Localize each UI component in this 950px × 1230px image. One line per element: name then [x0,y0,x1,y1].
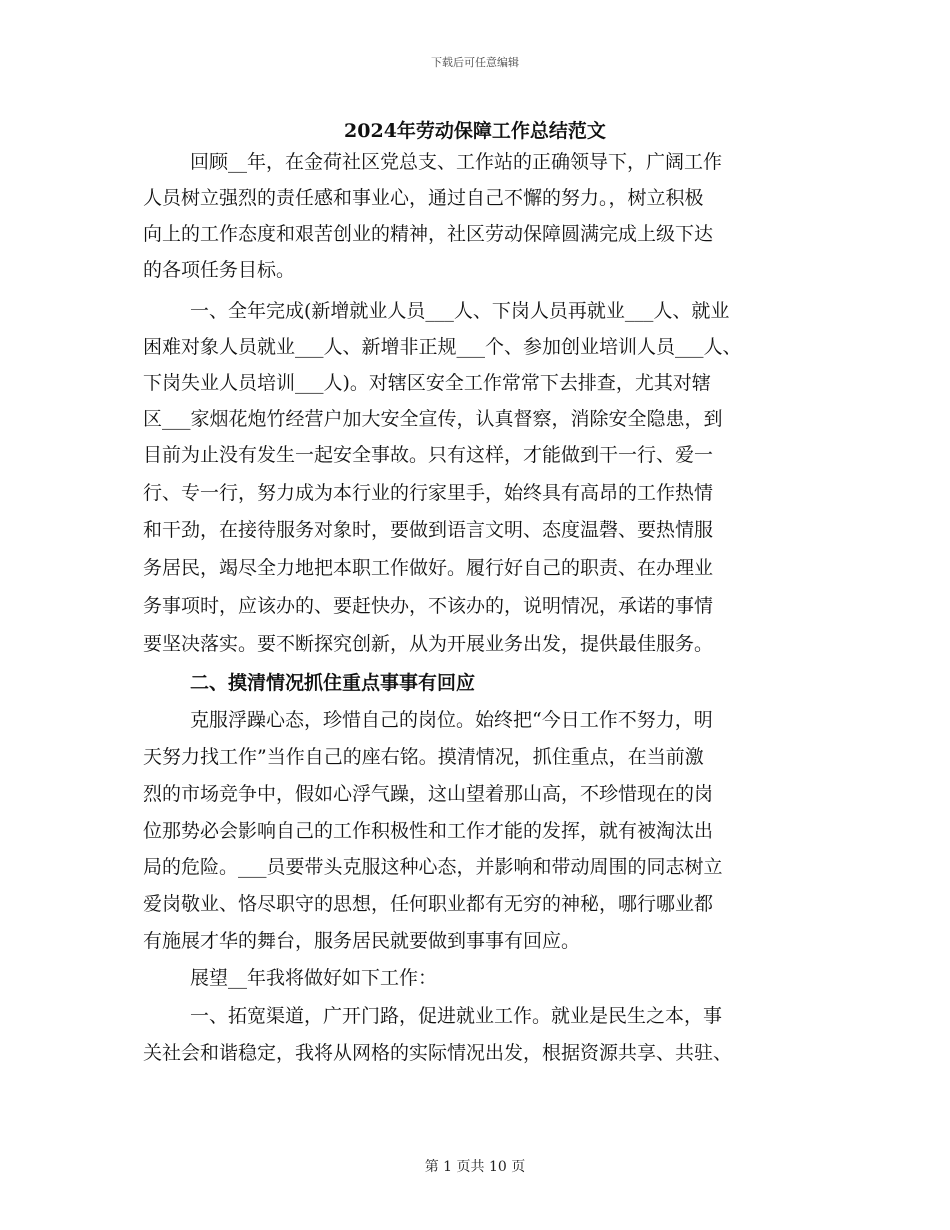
body-line: 烈的市场竞争中，假如心浮气躁，这山望着那山高，不珍惜现在的岗 [143,783,714,805]
document-title: 2024年劳动保障工作总结范文 [344,120,606,142]
body-line: 区___家烟花炮竹经营户加大安全宣传，认真督察，消除安全隐患，到 [143,408,723,430]
body-line: 向上的工作态度和艰苦创业的精神，社区劳动保障圆满完成上级下达 [143,223,714,245]
body-line: 和干劲，在接待服务对象时，要做到语言文明、态度温磬、要热情服 [143,519,714,541]
body-line: 一、拓宽渠道，广开门路，促进就业工作。就业是民生之本，事 [190,1005,723,1027]
body-line: 一、全年完成(新增就业人员___人、下岗人员再就业___人、就业 [190,300,730,322]
body-line: 关社会和谐稳定，我将从网格的实际情况出发，根据资源共享、共驻、 [143,1042,733,1064]
body-line: 位那势必会影响自己的工作积极性和工作才能的发挥，就有被淘汰出 [143,820,714,842]
body-line: 回顾__年，在金荷社区党总支、工作站的正确领导下，广阔工作 [190,151,723,173]
body-line: 有施展才华的舞台，服务居民就要做到事事有回应。 [143,930,581,952]
page-number: 第 1 页共 10 页 [424,1159,526,1175]
body-line: 的各项任务目标。 [143,259,296,281]
body-line: 天努力找工作”当作自己的座右铭。摸清情况，抓住重点，在当前激 [143,746,704,768]
body-line: 爱岗敬业、恪尽职守的思想，任何职业都有无穷的神秘，哪行哪业都 [143,893,714,915]
body-line: 下岗失业人员培训___人)。对辖区安全工作常常下去排查，尤其对辖 [143,372,711,394]
body-line: 局的危险。___员要带头克服这种心态，并影响和带动周围的同志树立 [143,856,723,878]
section-heading: 二、摸清情况抓住重点事事有回应 [190,672,476,694]
body-line: 要坚决落实。要不断探究创新，从为开展业务出发，提供最佳服务。 [143,633,714,655]
body-line: 务居民，竭尽全力地把本职工作做好。履行好自己的职责、在办理业 [143,557,714,579]
body-line: 克服浮躁心态，珍惜自己的岗位。始终把“今日工作不努力，明 [190,709,713,731]
edit-note: 下载后可任意编辑 [431,56,519,69]
body-line: 行、专一行，努力成为本行业的行家里手，始终具有高昂的工作热情 [143,482,714,504]
body-line: 困难对象人员就业___人、新增非正规___个、参加创业培训人员___人、 [143,336,742,358]
body-line: 人员树立强烈的责任感和事业心，通过自己不懈的努力。，树立积极 [143,187,704,209]
body-line: 展望__年我将做好如下工作： [190,967,438,989]
body-line: 务事项时，应该办的、要赶快办，不该办的，说明情况，承诺的事情 [143,595,714,617]
body-line: 目前为止没有发生一起安全事故。只有这样，才能做到干一行、爱一 [143,444,714,466]
